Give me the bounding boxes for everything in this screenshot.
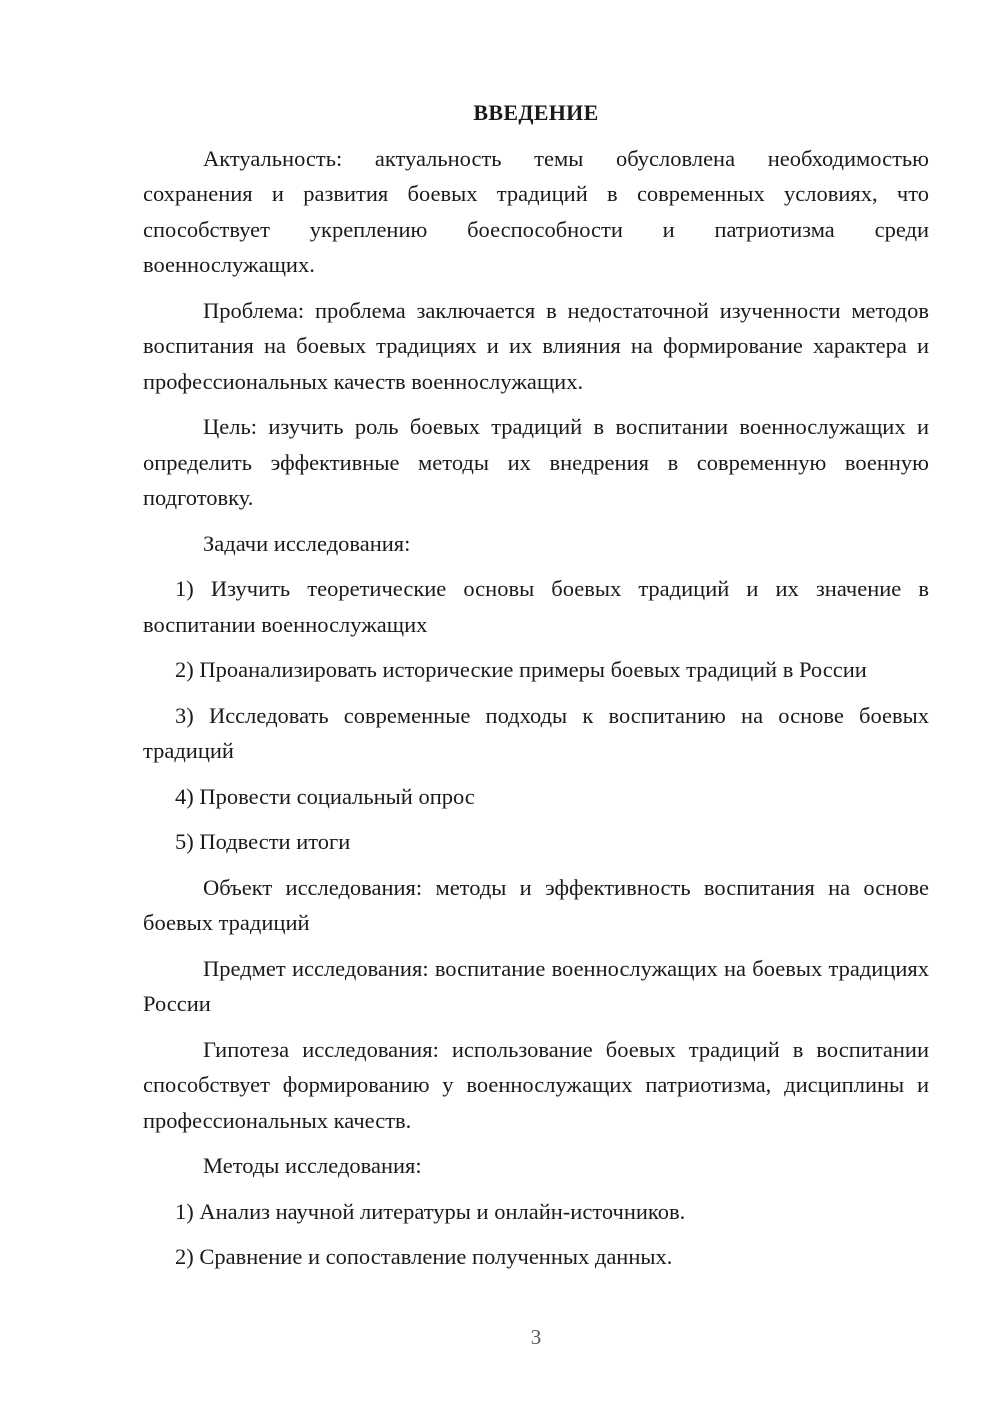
task-item: 2) Проанализировать исторические примеры боевых традиций в России	[175, 657, 867, 682]
problem-paragraph: Проблема: проблема заключается в недостаточной изученности методов воспитания на боевых традициях и их влияния на формирование характера и профессиональных качеств военнослужащих.	[143, 297, 929, 394]
method-item: 2) Сравнение и сопоставление полученных данных.	[175, 1244, 673, 1269]
page-number: 3	[530, 1325, 542, 1349]
task-item: 3) Исследовать современные подходы к воспитанию на основе боевых традиций	[143, 702, 929, 763]
hypothesis-paragraph: Гипотеза исследования: использование боевых традиций в воспитании способствует формированию у военнослужащих патриотизма, дисциплины и профессиональных качеств.	[143, 1036, 929, 1133]
task-item: 5) Подвести итоги	[175, 829, 351, 854]
goal-paragraph: Цель: изучить роль боевых традиций в воспитании военнослужащих и определить эффективные методы их внедрения в современную военную подготовку.	[143, 414, 929, 510]
subject-paragraph: Предмет исследования: воспитание военнослужащих на боевых традициях России	[143, 955, 929, 1016]
method-item: 1) Анализ научной литературы и онлайн-источников.	[175, 1198, 686, 1224]
methods-heading: Методы исследования:	[203, 1153, 422, 1178]
relevance-paragraph: Актуальность: актуальность темы обусловлена необходимостью сохранения и развития боевых традиций в современных условиях, что способствует укреплению боеспособности и патриотизма среди военнослужащих.	[143, 145, 929, 277]
task-item: 1) Изучить теоретические основы боевых традиций и их значение в воспитании военнослужащих	[143, 576, 929, 637]
task-item: 4) Провести социальный опрос	[175, 783, 475, 809]
tasks-heading: Задачи исследования:	[203, 530, 411, 556]
page-content	[143, 95, 929, 1285]
object-paragraph: Объект исследования: методы и эффективность воспитания на основе боевых традиций	[143, 874, 929, 935]
page-title: ВВЕДЕНИЕ	[473, 100, 599, 125]
